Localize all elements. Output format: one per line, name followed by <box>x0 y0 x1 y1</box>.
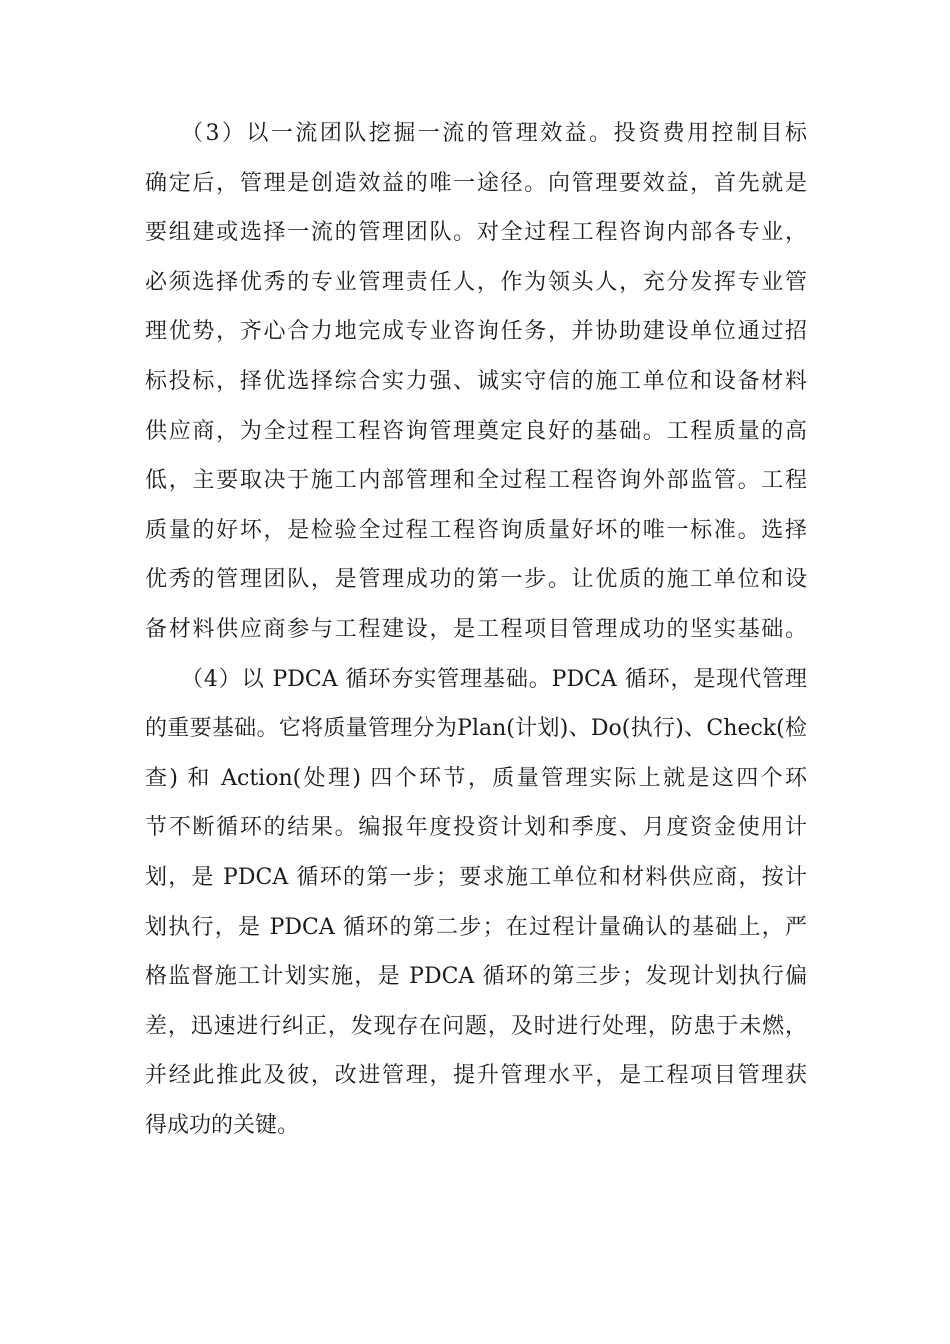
paragraph-line: 质量的好坏，是检验全过程工程咨询质量好坏的唯一标准。选择 <box>145 517 807 543</box>
paragraph-line: 理优势，齐心合力地完成专业咨询任务，并协助建设单位通过招 <box>145 319 807 345</box>
paragraph-line: 的重要基础。它将质量管理分为Plan(计划)、Do(执行)、Check(检 <box>145 716 807 742</box>
paragraph-line: 必须选择优秀的专业管理责任人，作为领头人，充分发挥专业管 <box>145 269 807 295</box>
paragraph-line: 得成功的关键。 <box>145 1112 300 1138</box>
paragraph-line: 划执行，是 PDCA 循环的第二步；在过程计量确认的基础上，严 <box>145 914 807 940</box>
document-body <box>145 109 807 1150</box>
paragraph-4 <box>145 655 807 1151</box>
paragraph-3 <box>145 109 807 655</box>
paragraph-line: 格监督施工计划实施，是 PDCA 循环的第三步；发现计划执行偏 <box>145 964 807 990</box>
paragraph-line: 节不断循环的结果。编报年度投资计划和季度、月度资金使用计 <box>145 815 807 841</box>
paragraph-line: 低，主要取决于施工内部管理和全过程工程咨询外部监管。工程 <box>145 468 807 494</box>
paragraph-line: 标投标，择优选择综合实力强、诚实守信的施工单位和设备材料 <box>145 368 807 394</box>
paragraph-line: 要组建或选择一流的管理团队。对全过程工程咨询内部各专业， <box>145 220 807 246</box>
paragraph-line: 划，是 PDCA 循环的第一步；要求施工单位和材料供应商，按计 <box>145 864 807 890</box>
paragraph-line: （3）以一流团队挖掘一流的管理效益。投资费用控制目标 <box>181 121 807 146</box>
paragraph-line: 优秀的管理团队，是管理成功的第一步。让优质的施工单位和设 <box>145 567 807 593</box>
paragraph-line: 供应商，为全过程工程咨询管理奠定良好的基础。工程质量的高 <box>145 418 807 444</box>
paragraph-line: 确定后，管理是创造效益的唯一途径。向管理要效益，首先就是 <box>145 170 807 196</box>
paragraph-line: 备材料供应商参与工程建设，是工程项目管理成功的坚实基础。 <box>145 616 807 642</box>
paragraph-line: （4）以 PDCA 循环夯实管理基础。PDCA 循环，是现代管理 <box>181 666 807 692</box>
paragraph-line: 并经此推此及彼，改进管理，提升管理水平，是工程项目管理获 <box>145 1063 807 1089</box>
paragraph-line: 差，迅速进行纠正，发现存在问题，及时进行处理，防患于未燃， <box>145 1013 807 1039</box>
paragraph-line: 查) 和 Action(处理) 四个环节，质量管理实际上就是这四个环 <box>145 765 807 791</box>
